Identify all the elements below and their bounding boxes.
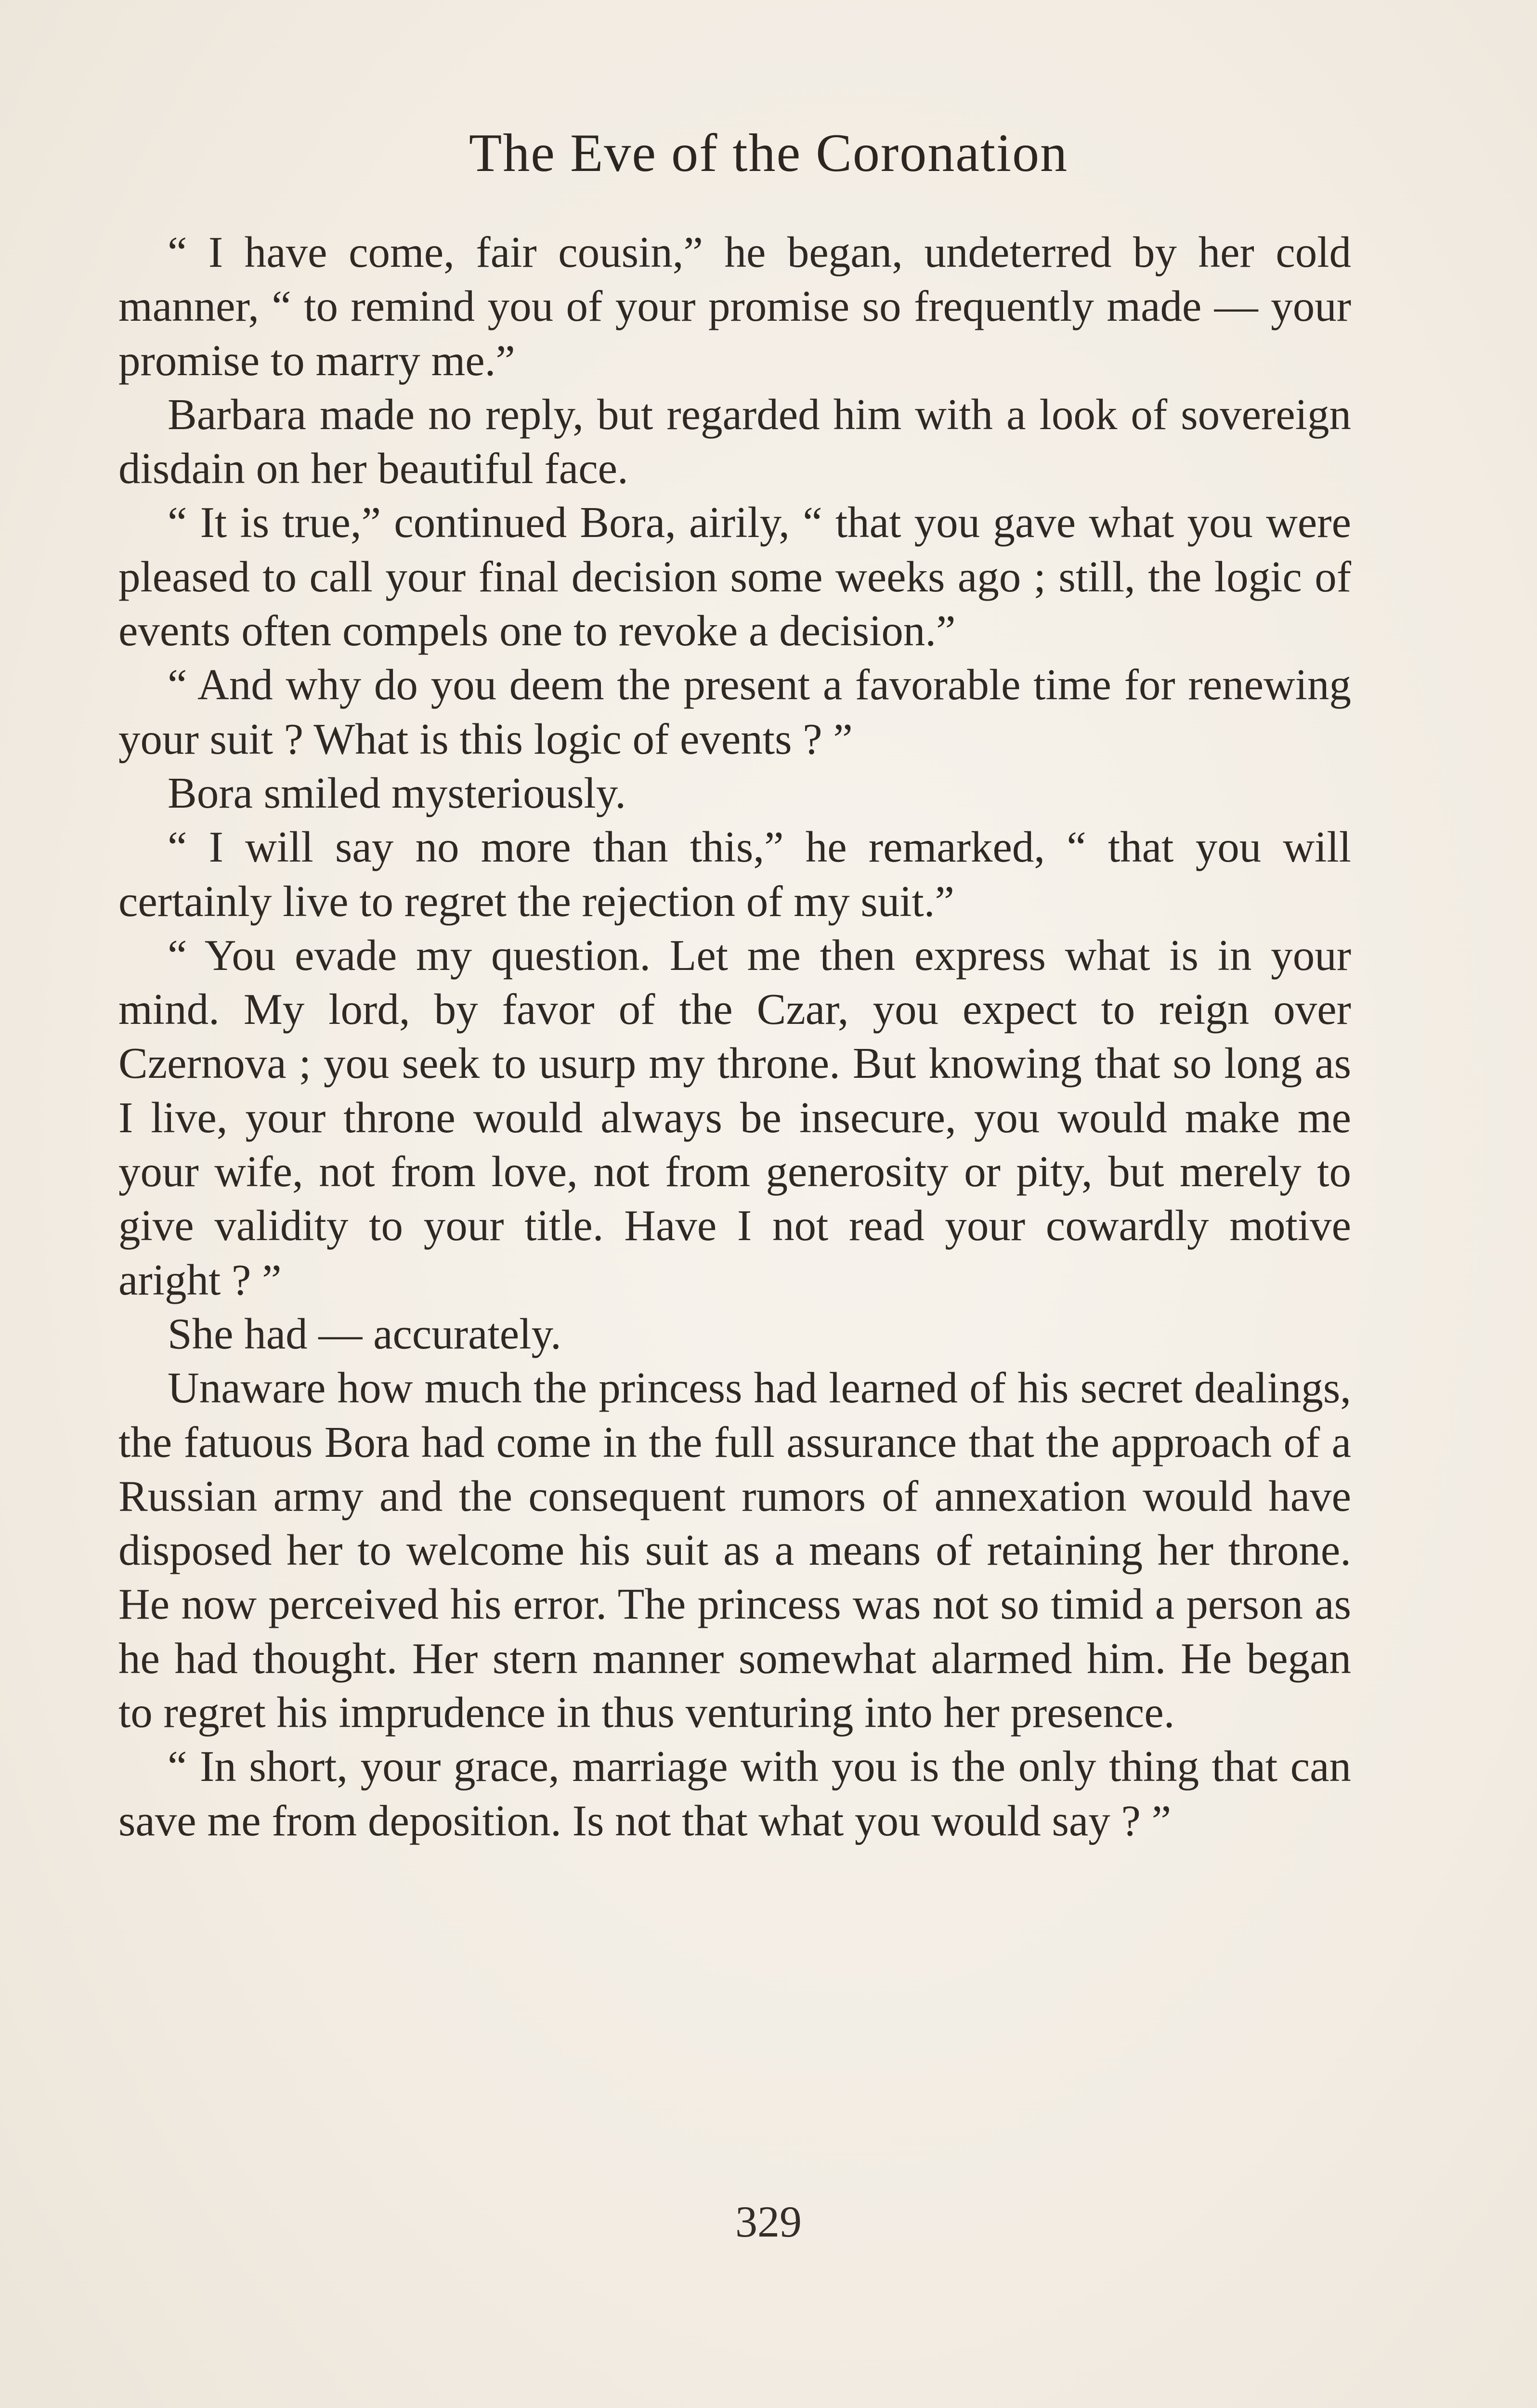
paragraph: “ In short, your grace, marriage with you is the only thing that can save me from deposition. Is not that what you would say ? ” [118,1742,1351,1845]
paragraph: “ I have come, fair cousin,” he began, undeterred by her cold manner, “ to remind you of your promise so frequently made — your promise to marry me.” [118,228,1351,385]
paragraph: “ I will say no more than this,” he remarked, “ that you will certainly live to regret the rejection of my suit.” [118,823,1351,926]
running-header: The Eve of the Coronation [469,123,1068,183]
paragraph: She had — accurately. [168,1309,561,1358]
paragraph: “ And why do you deem the present a favorable time for renewing your suit ? What is this logic of events ? ” [118,660,1351,763]
page-body [118,225,1351,1848]
paragraph: Barbara made no reply, but regarded him with a look of sovereign disdain on her beautiful face. [118,390,1351,493]
paragraph: “ You evade my question. Let me then express what is in your mind. My lord, by favor of the Czar, you expect to reign over Czernova ; you seek to usurp my throne. But knowing that so long as I live, your throne would always be insecure, you would make me your wife, not from love, not from generosity or pity, but merely to give validity to your title. Have I not read your cowardly motive aright ? ” [118,930,1351,1304]
paragraph: Unaware how much the princess had learned of his secret dealings, the fatuous Bora had come in the full assurance that the approach of a Russian army and the consequent rumors of annexation would have disposed her to welcome his suit as a means of retaining her throne. He now perceived his error. The princess was not so timid a person as he had thought. Her stern manner somewhat alarmed him. He began to regret his imprudence in thus venturing into her presence. [118,1363,1351,1737]
page-number: 329 [735,2197,802,2246]
paragraph: “ It is true,” continued Bora, airily, “ that you gave what you were pleased to call your final decision some weeks ago ; still, the logic of events often compels one to revoke a decision.” [118,498,1351,655]
paragraph: Bora smiled mysteriously. [168,768,626,817]
